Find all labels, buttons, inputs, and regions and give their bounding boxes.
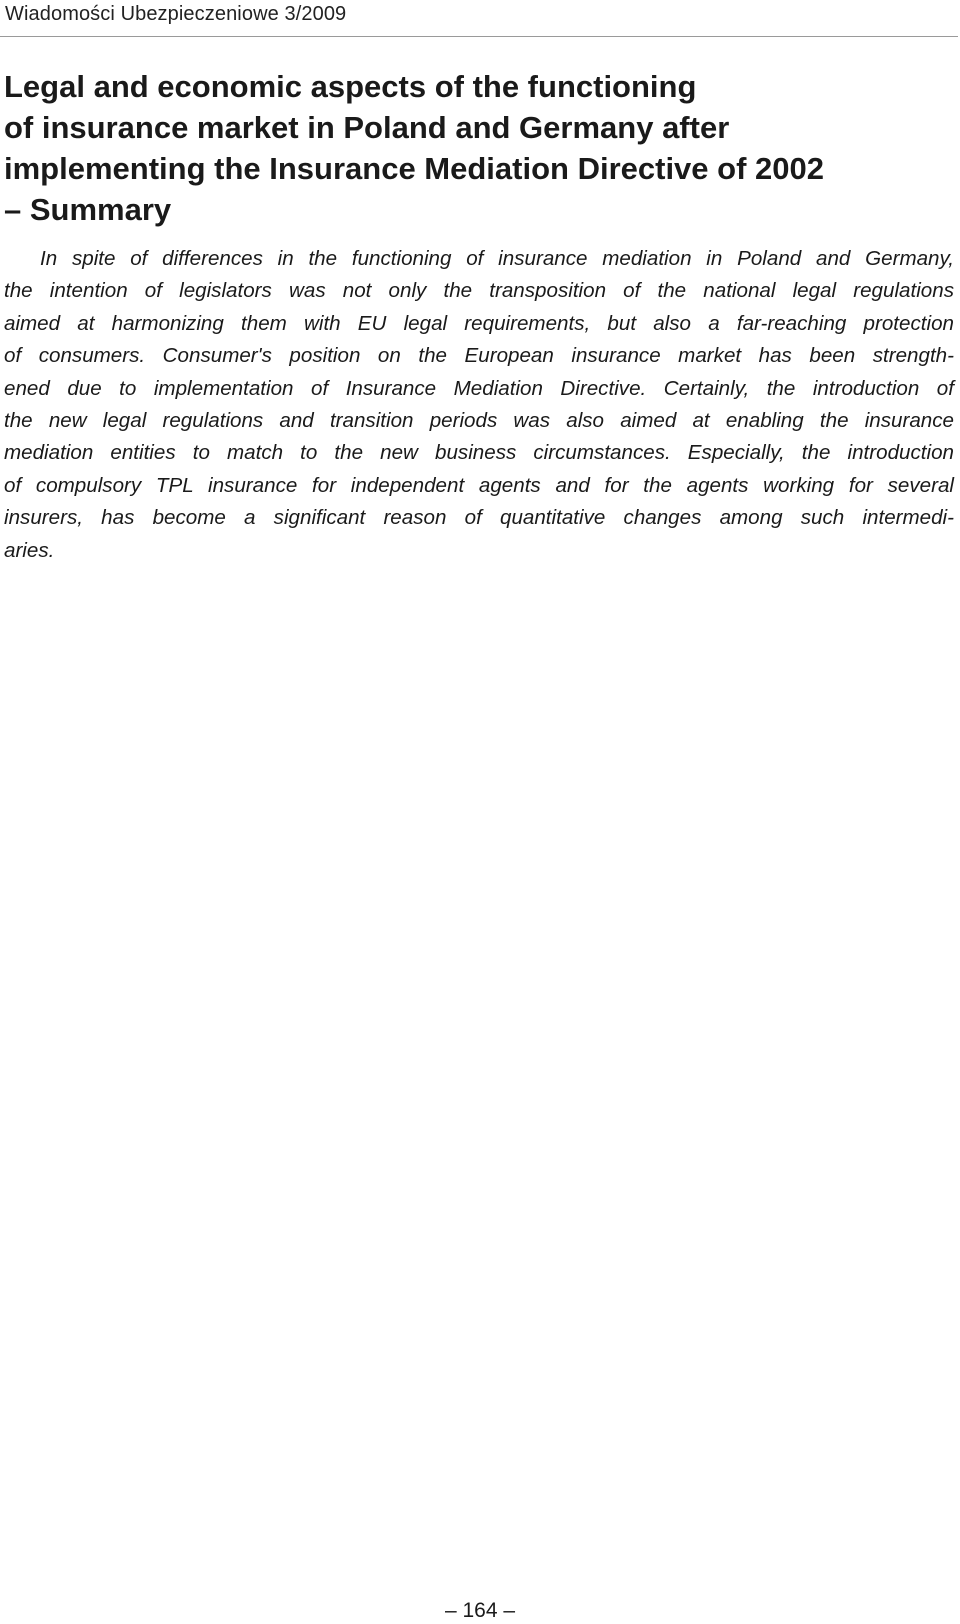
summary-line: the intention of legislators was not only the transposition of the national legal regulations — [4, 279, 954, 303]
summary-line: of compulsory TPL insurance for independent agents and for the agents working for several — [4, 473, 954, 497]
summary-line: aries. — [4, 538, 55, 562]
summary-line: of consumers. Consumer's position on the European insurance market has been strength- — [4, 344, 954, 368]
summary-line: aimed at harmonizing them with EU legal requirements, but also a far-reaching protection — [4, 311, 954, 335]
article-title — [4, 66, 944, 230]
header-divider — [0, 36, 958, 37]
summary-line: the new legal regulations and transition periods was also aimed at enabling the insurance — [4, 409, 954, 433]
page-number: – 164 – — [444, 1599, 516, 1622]
running-header: Wiadomości Ubezpieczeniowe 3/2009 — [5, 3, 347, 25]
title-line: – Summary — [4, 192, 172, 227]
summary-paragraph — [4, 243, 954, 567]
summary-line: insurers, has become a significant reason of quantitative changes among such intermedi- — [4, 506, 954, 530]
title-line: of insurance market in Poland and Germany after — [4, 110, 730, 145]
title-line: Legal and economic aspects of the functioning — [4, 69, 697, 104]
summary-line: In spite of differences in the functioning of insurance mediation in Poland and Germany, — [40, 247, 954, 270]
summary-line: mediation entities to match to the new business circumstances. Especially, the introduction — [4, 441, 954, 465]
summary-line: ened due to implementation of Insurance Mediation Directive. Certainly, the introduction of — [4, 376, 954, 400]
title-line: implementing the Insurance Mediation Directive of 2002 — [4, 151, 824, 186]
